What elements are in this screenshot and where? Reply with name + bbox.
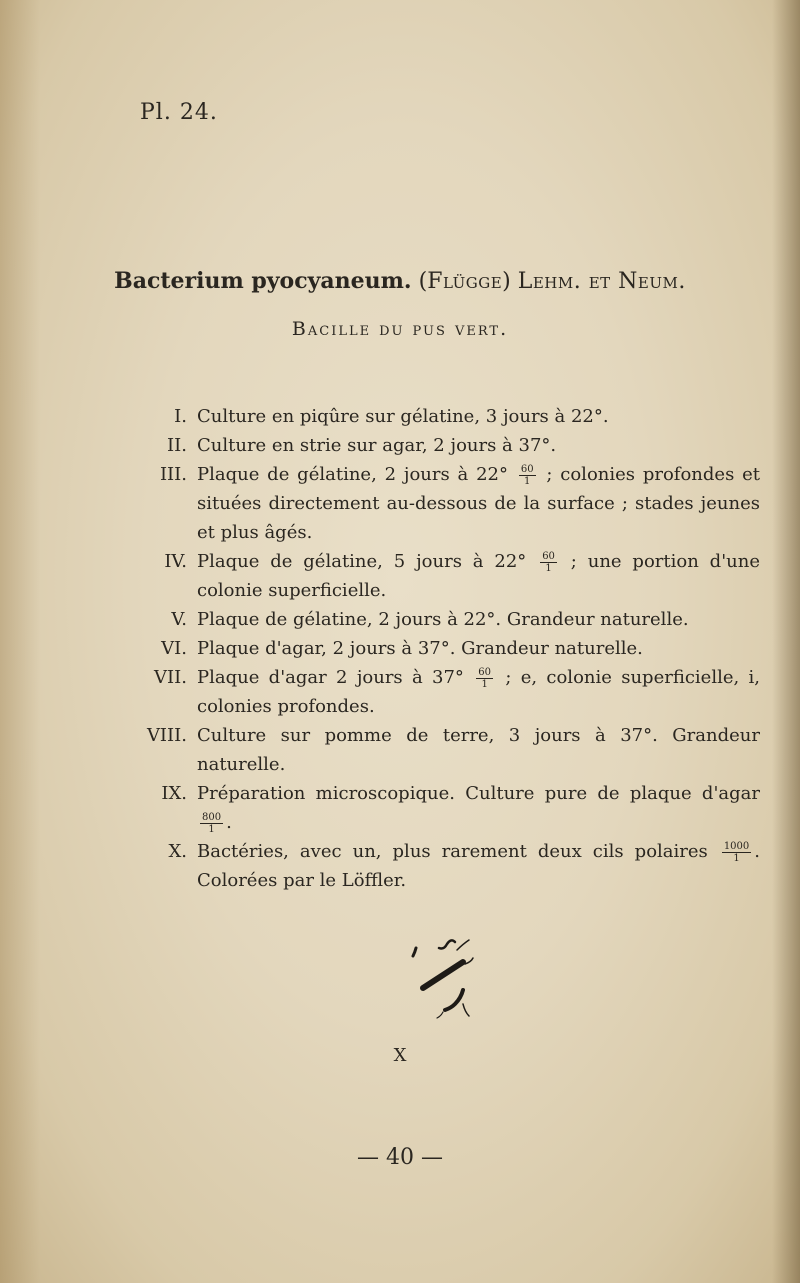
figure-label: X bbox=[393, 1045, 407, 1066]
legend-text: . Colorées par le Löffler. bbox=[197, 841, 760, 891]
legend-text: Préparation microscopique. Culture pure de plaque d'agar bbox=[197, 783, 760, 804]
legend-text: Plaque de gélatine, 2 jours à 22°. Grandeur naturelle. bbox=[197, 609, 689, 630]
legend-item-7 bbox=[135, 663, 760, 721]
legend-item-2 bbox=[135, 431, 760, 460]
legend-number: IX. bbox=[161, 783, 187, 804]
legend-item-10 bbox=[135, 837, 760, 895]
magnification-fraction: $\frac{60}{1}$ bbox=[478, 666, 491, 690]
legend-item-4 bbox=[135, 547, 760, 605]
magnification-fraction: $\frac{800}{1}$ bbox=[202, 811, 222, 835]
legend-number: II. bbox=[167, 435, 187, 456]
bacteria-illustration bbox=[395, 920, 505, 1030]
legend-text: ; une portion d'une colonie superficielle. bbox=[197, 551, 760, 601]
species-name: Bacterium pyocyaneum. bbox=[114, 268, 412, 294]
legend-text: Plaque d'agar 2 jours à 37° bbox=[197, 667, 464, 688]
plate-subtitle: Bacille du pus vert. bbox=[291, 318, 509, 340]
legend-text: Culture sur pomme de terre, 3 jours à 37°. Grandeur naturelle. bbox=[197, 725, 760, 775]
legend-text: Culture en piqûre sur gélatine, 3 jours à 22°. bbox=[197, 406, 609, 427]
legend-item-6 bbox=[135, 634, 760, 663]
legend-number: X. bbox=[168, 841, 187, 862]
legend-text: Plaque de gélatine, 5 jours à 22° bbox=[197, 551, 527, 572]
legend-number: VII. bbox=[154, 667, 187, 688]
legend-number: VIII. bbox=[146, 725, 187, 746]
page-number: — 40 — bbox=[357, 1145, 443, 1170]
legend-item-8 bbox=[135, 721, 760, 779]
legend-number: VI. bbox=[161, 638, 187, 659]
legend-text: ; e, colonie superficielle, i, colonies profondes. bbox=[197, 667, 761, 717]
legend-text: Plaque d'agar, 2 jours à 37°. Grandeur naturelle. bbox=[197, 638, 643, 659]
figure-legend bbox=[135, 402, 760, 895]
legend-item-5 bbox=[135, 605, 760, 634]
author-close-paren: ) bbox=[502, 269, 511, 294]
magnification-fraction: $\frac{60}{1}$ bbox=[542, 550, 555, 574]
legend-text: Culture en strie sur agar, 2 jours à 37°. bbox=[197, 435, 557, 456]
legend-text: Plaque de gélatine, 2 jours à 22° bbox=[197, 464, 508, 485]
legend-number: IV. bbox=[164, 551, 187, 572]
magnification-fraction: $\frac{1000}{1}$ bbox=[723, 840, 750, 864]
legend-number: V. bbox=[171, 609, 187, 630]
legend-item-3 bbox=[135, 460, 760, 547]
legend-number: I. bbox=[174, 406, 187, 427]
plate-title bbox=[0, 268, 800, 294]
magnification-fraction: $\frac{60}{1}$ bbox=[520, 463, 534, 487]
legend-item-1 bbox=[135, 402, 760, 431]
legend-text: ; colonies profondes et situées directement au-dessous de la surface ; stades jeunes et plus âgés. bbox=[197, 464, 761, 543]
legend-text: . bbox=[226, 812, 232, 833]
legend-number: III. bbox=[159, 464, 187, 485]
legend-text: Bactéries, avec un, plus rarement deux cils polaires bbox=[197, 841, 708, 862]
author-open-paren: ( bbox=[418, 269, 428, 294]
author-lehm-neum: Lehm. et Neum. bbox=[517, 269, 686, 294]
legend-item-9 bbox=[135, 779, 760, 837]
author-flugge: Flügge bbox=[427, 269, 503, 294]
plate-number: Pl. 24. bbox=[140, 100, 218, 125]
